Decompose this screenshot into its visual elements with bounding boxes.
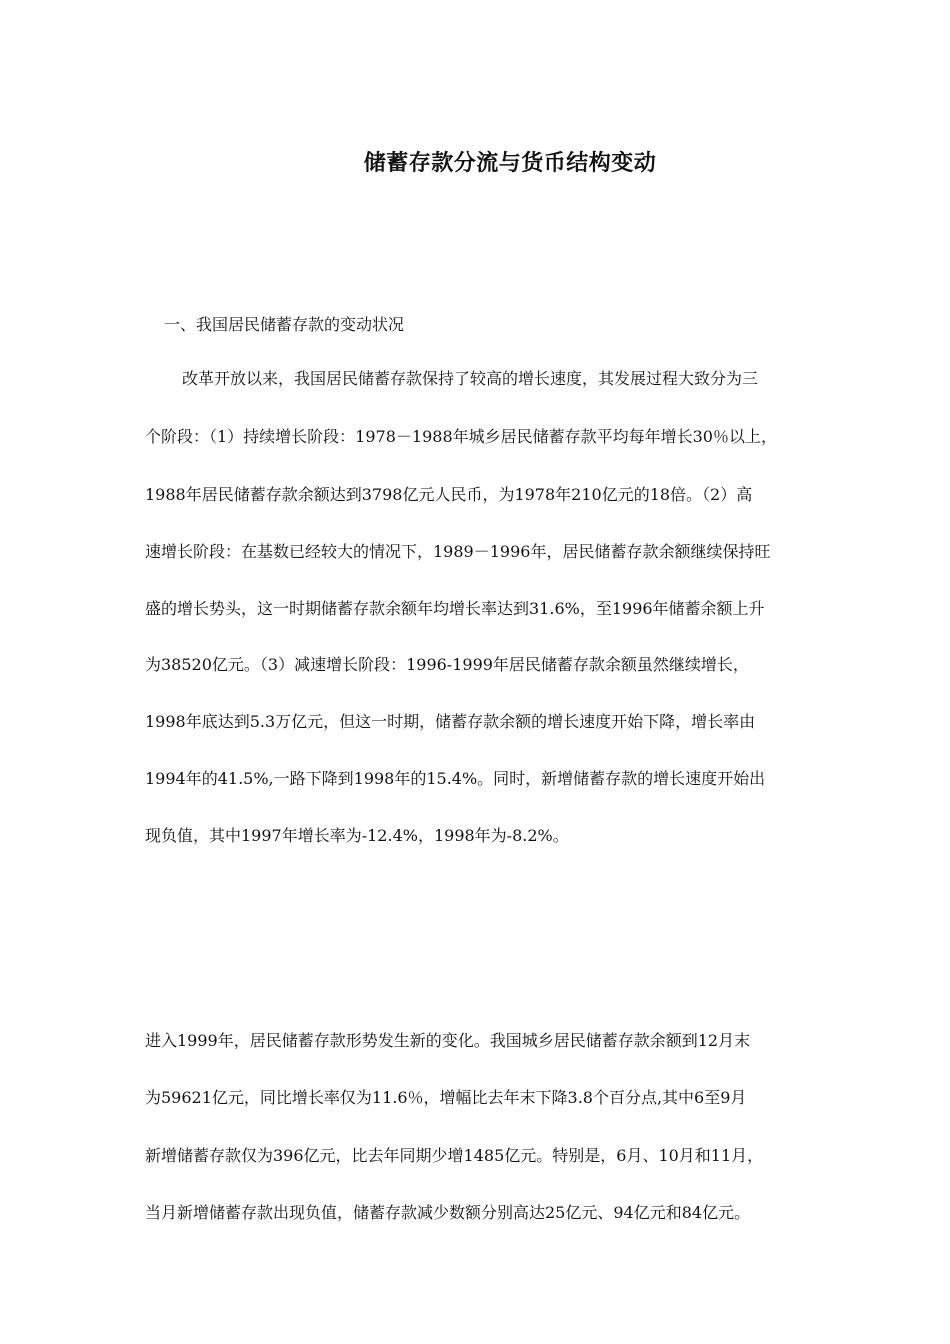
section-heading: 一、我国居民储蓄存款的变动状况 [164,315,405,334]
paragraph-line: 1998年底达到5.3万亿元，但这一时期，储蓄存款余额的增长速度开始下降，增长率由 [145,712,756,731]
paragraph-line: 当月新增储蓄存款出现负值，储蓄存款减少数额分别高达25亿元、94亿元和84亿元。 [145,1203,751,1222]
paragraph-line: 个阶段：（1）持续增长阶段：1978－1988年城乡居民储蓄存款平均每年增长30％以上， [145,427,777,446]
paragraph-line: 盛的增长势头，这一时期储蓄存款余额年均增长率达到31.6%，至1996年储蓄余额上升 [145,599,765,618]
paragraph-line: 为38520亿元。（3）减速增长阶段：1996-1999年居民储蓄存款余额虽然继续增长， [145,655,749,674]
paragraph-line: 现负值，其中1997年增长率为-12.4%，1998年为-8.2%。 [145,826,569,845]
paragraph-line: 新增储蓄存款仅为396亿元，比去年同期少增1485亿元。特别是，6月、10月和11月， [145,1146,764,1165]
paragraph-line: 1994年的41.5%,一路下降到1998年的15.4%。同时，新增储蓄存款的增长速度开始出 [145,769,766,788]
paragraph-line: 为59621亿元，同比增长率仅为11.6％，增幅比去年末下降3.8个百分点,其中6至9月 [145,1088,747,1107]
paragraph-line: 进入1999年，居民储蓄存款形势发生新的变化。我国城乡居民储蓄存款余额到12月末 [145,1031,751,1050]
paragraph-line: 速增长阶段：在基数已经较大的情况下，1989－1996年，居民储蓄存款余额继续保持旺 [145,542,771,561]
document-title: 储蓄存款分流与货币结构变动 [363,150,657,176]
paragraph-line: 改革开放以来，我国居民储蓄存款保持了较高的增长速度，其发展过程大致分为三 [182,369,759,388]
paragraph-line: 1988年居民储蓄存款余额达到3798亿元人民币，为1978年210亿元的18倍。（2）高 [145,485,753,504]
